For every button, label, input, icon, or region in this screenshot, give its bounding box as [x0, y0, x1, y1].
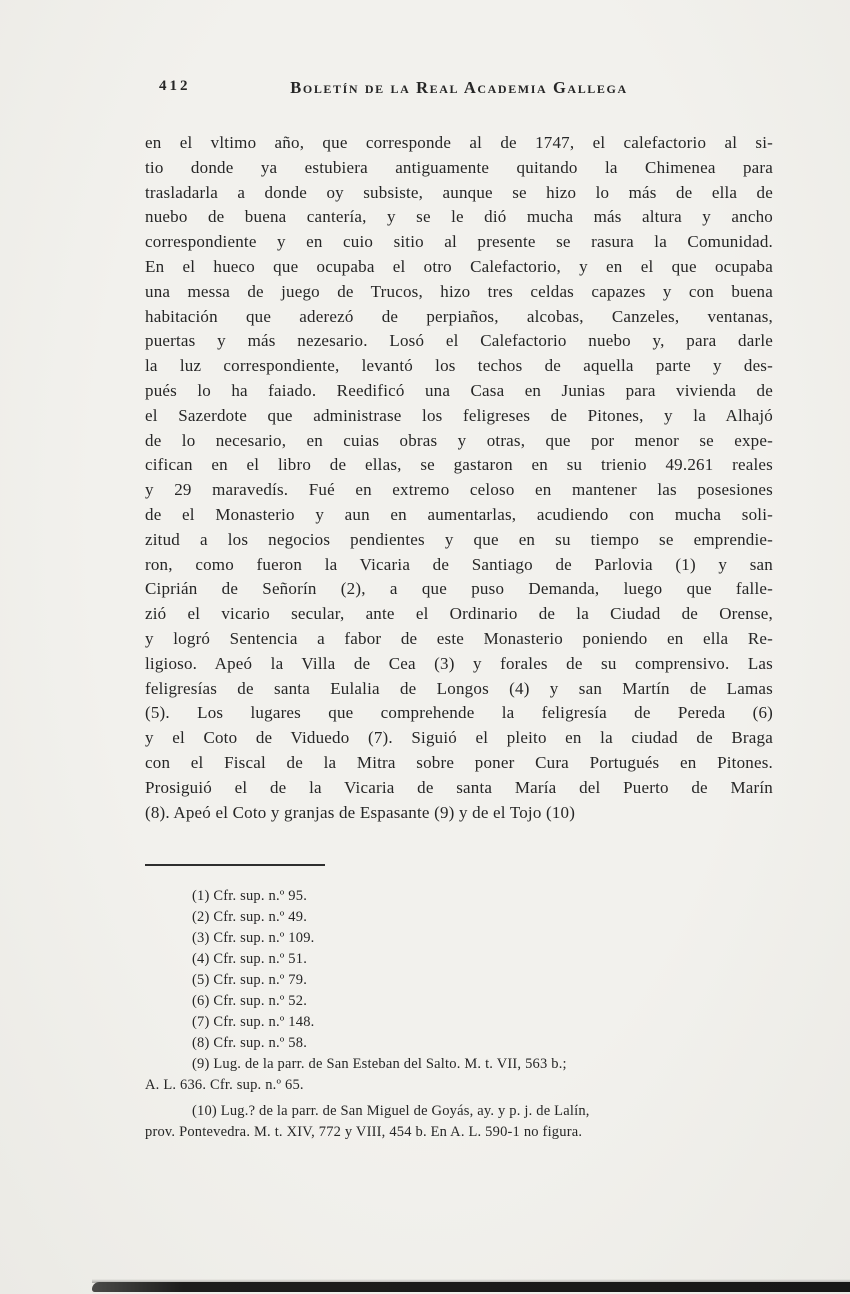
body-text-line: (8). Apeó el Coto y granjas de Espasante (9) y de el Tojo (10)	[145, 802, 576, 822]
body-text-line: en el vltimo año, que corresponde al de 1747, el calefactorio al si-	[145, 133, 773, 152]
footnote-line: (2) Cfr. sup. n.º 49.	[192, 909, 308, 925]
footnote-line: (10) Lug.? de la parr. de San Miguel de Goyás, ay. y p. j. de Lalín,	[192, 1103, 590, 1119]
body-text-line: (5). Los lugares que comprehende la feligresía de Pereda (6)	[145, 703, 773, 723]
body-text-line: la luz correspondiente, levantó los techos de aquella parte y des-	[145, 356, 773, 376]
body-text-line: nuebo de buena cantería, y se le dió mucha más altura y ancho	[145, 207, 773, 227]
footnote-line: prov. Pontevedra. M. t. XIV, 772 y VIII, 454 b. En A. L. 590-1 no figura.	[145, 1124, 583, 1140]
body-text-line: el Sazerdote que administrase los feligreses de Pitones, y la Alhajó	[145, 405, 773, 425]
body-text-line: una messa de juego de Trucos, hizo tres celdas capazes y con buena	[145, 281, 773, 301]
journal-title: Boletín de la Real Academia Gallega	[290, 78, 628, 97]
footnote-separator-rule	[145, 864, 325, 866]
body-text-line: con el Fiscal de la Mitra sobre poner Cura Portugués en Pitones.	[145, 752, 773, 772]
footnotes	[145, 886, 773, 1143]
body-text-line: tio donde ya estubiera antiguamente quitando la Chimenea para	[145, 157, 773, 177]
body-text-line: puertas y más nezesario. Losó el Calefactorio nuebo y, para darle	[145, 331, 773, 351]
body-text-line: ron, como fueron la Vicaria de Santiago de Parlovia (1) y san	[145, 554, 773, 574]
body-text-line: de el Monasterio y aun en aumentarlas, acudiendo con mucha soli-	[145, 504, 773, 524]
body-text-line: y 29 maravedís. Fué en extremo celoso en mantener las posesiones	[145, 480, 773, 500]
footnote-line: (8) Cfr. sup. n.º 58.	[192, 1035, 308, 1051]
running-header	[145, 78, 773, 100]
body-text-line: habitación que aderezó de perpiaños, alcobas, Canzeles, ventanas,	[145, 306, 773, 326]
body-text-line: y logró Sentencia a fabor de este Monasterio poniendo en ella Re-	[145, 628, 773, 648]
body-text-line: En el hueco que ocupaba el otro Calefactorio, y en el que ocupaba	[145, 256, 773, 276]
footnote-line: (5) Cfr. sup. n.º 79.	[192, 972, 308, 988]
footnote-line: (7) Cfr. sup. n.º 148.	[192, 1014, 315, 1030]
body-text-line: feligresías de santa Eulalia de Longos (4) y san Martín de Lamas	[145, 678, 773, 698]
body-text-line: trasladarla a donde oy subsiste, aunque se hizo lo más de ella de	[145, 182, 773, 202]
page-number: 412	[159, 78, 191, 94]
body-text-line: cifican en el libro de ellas, se gastaron en su trienio 49.261 reales	[145, 455, 773, 475]
scan-edge-artifact	[92, 1282, 850, 1292]
body-text-line: Prosiguió el de la Vicaria de santa María del Puerto de Marín	[145, 777, 773, 797]
body-text-line: zitud a los negocios pendientes y que en su tiempo se emprendie-	[145, 529, 773, 549]
footnote-line: A. L. 636. Cfr. sup. n.º 65.	[145, 1077, 304, 1093]
body-text-line: zió el vicario secular, ante el Ordinario de la Ciudad de Orense,	[145, 604, 773, 624]
body-text	[145, 131, 773, 825]
footnote-line: (3) Cfr. sup. n.º 109.	[192, 930, 315, 946]
body-text-line: Ciprián de Señorín (2), a que puso Demanda, luego que falle-	[145, 579, 773, 599]
footnote-line: (4) Cfr. sup. n.º 51.	[192, 951, 308, 967]
footnote-line: (6) Cfr. sup. n.º 52.	[192, 993, 308, 1009]
body-text-line: y el Coto de Viduedo (7). Siguió el pleito en la ciudad de Braga	[145, 728, 773, 748]
body-text-line: ligioso. Apeó la Villa de Cea (3) y forales de su comprensivo. Las	[145, 653, 773, 673]
body-text-line: pués lo ha faiado. Reedificó una Casa en Junias para vivienda de	[145, 380, 773, 400]
body-text-line: de lo necesario, en cuias obras y otras, que por menor se expe-	[145, 430, 773, 450]
footnote-line: (1) Cfr. sup. n.º 95.	[192, 888, 308, 904]
footnote-line: (9) Lug. de la parr. de San Esteban del Salto. M. t. VII, 563 b.;	[192, 1056, 567, 1072]
body-text-line: correspondiente y en cuio sitio al presente se rasura la Comunidad.	[145, 232, 773, 252]
